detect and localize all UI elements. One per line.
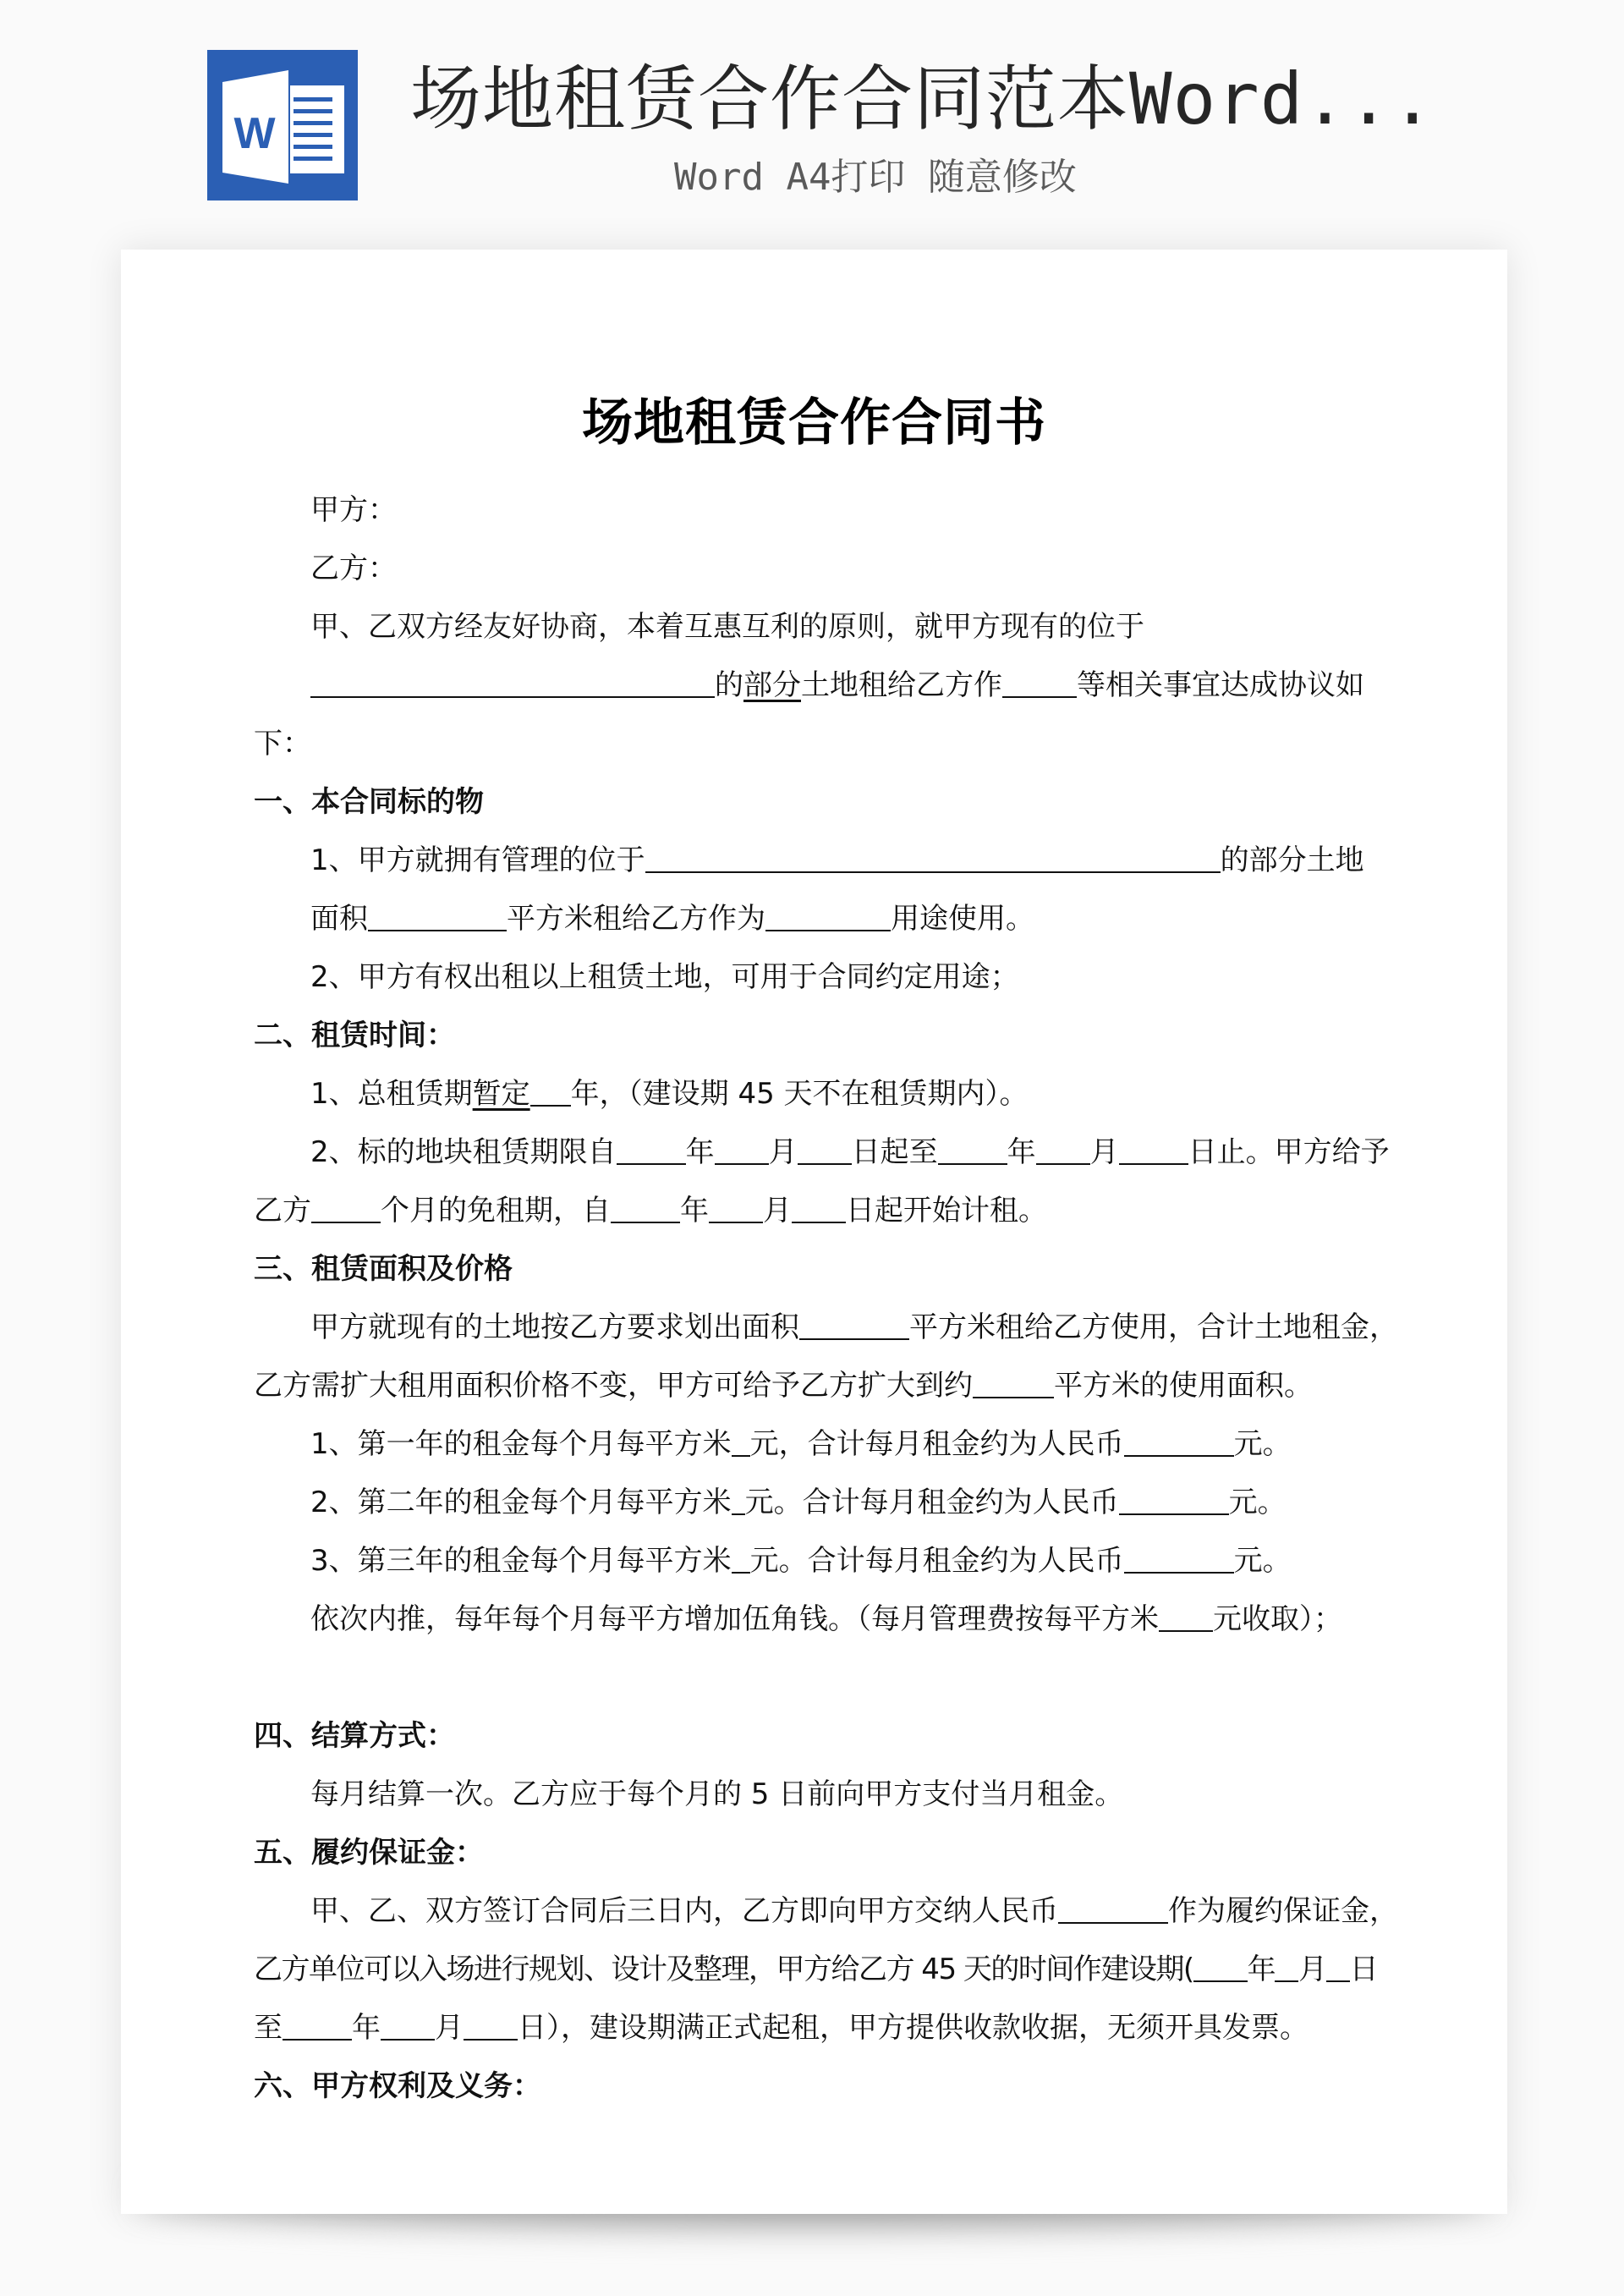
sec2-item2-line2 — [254, 1189, 1047, 1232]
text: 日），建设期满正式起租，甲方提供收款收据，无须开具发票。 — [518, 2011, 1309, 2045]
sec3-para2 — [254, 1365, 1313, 1407]
section-2-heading: 二、租赁时间： — [254, 1019, 455, 1052]
blank-field[interactable] — [732, 1546, 750, 1574]
text: 1、甲方就拥有管理的位于 — [310, 843, 645, 877]
sec5-para2 — [254, 1948, 1377, 1991]
text: 甲方就现有的土地按乙方要求划出面积 — [310, 1310, 799, 1344]
text: 依次内推，每年每个月每平方增加伍角钱。（每月管理费按每平方米 — [310, 1602, 1159, 1636]
underlined-text: 部分 — [743, 668, 801, 702]
banner-title — [410, 52, 1510, 146]
text: 平方米租给乙方作为 — [507, 902, 765, 936]
section-5-heading: 五、履约保证金： — [254, 1836, 484, 1870]
text: 甲、乙、双方签订合同后三日内，乙方即向甲方交纳人民币 — [310, 1894, 1058, 1928]
text: 月 — [1298, 1953, 1326, 1986]
blank-field[interactable] — [645, 846, 1221, 873]
blank-field[interactable] — [611, 1196, 680, 1223]
word-icon-letter: W — [233, 109, 276, 158]
blank-field[interactable] — [1159, 1605, 1213, 1632]
blank-field[interactable] — [732, 1488, 745, 1515]
blank-field[interactable] — [973, 1371, 1054, 1398]
blank-field[interactable] — [464, 2013, 518, 2041]
text: 乙方 — [254, 1194, 311, 1228]
text: 元，合计每月租金约为人民币 — [749, 1427, 1124, 1461]
text: 元。 — [1233, 1544, 1292, 1578]
text: 元。合计每月租金约为人民币 — [749, 1544, 1124, 1578]
text: 年 — [352, 2011, 381, 2045]
blank-field[interactable] — [1124, 1430, 1234, 1457]
blank-field[interactable] — [283, 2013, 352, 2041]
party-a-line: 甲方： — [310, 493, 397, 527]
text: 乙方需扩大租用面积价格不变，甲方可给予乙方扩大到约 — [254, 1369, 973, 1403]
sec2-item1 — [310, 1073, 1029, 1115]
text: 作为履约保证金， — [1168, 1894, 1398, 1928]
text: 2、第二年的租金每个月每平方米 — [310, 1486, 732, 1519]
text: 年 — [1247, 1953, 1276, 1986]
text: 1、总租赁期 — [310, 1077, 473, 1111]
text: 元收取）； — [1213, 1602, 1342, 1636]
sec1-item2: 2、甲方有权出租以上租赁土地，可用于合同约定用途； — [310, 960, 1019, 994]
sec3-year3 — [310, 1540, 1292, 1582]
text: 平方米的使用面积。 — [1054, 1369, 1313, 1403]
underlined-text: 暂定 — [472, 1077, 530, 1111]
text: 月 — [1089, 1135, 1119, 1169]
blank-field[interactable] — [1058, 1897, 1168, 1924]
text: 个月的免租期，自 — [381, 1194, 611, 1228]
text: 的部分土地 — [1220, 843, 1364, 877]
text: 月 — [768, 1135, 798, 1169]
sec3-year2 — [310, 1481, 1287, 1524]
document-title: 场地租赁合作合同书 — [582, 393, 1046, 453]
sec3-year1 — [310, 1423, 1292, 1465]
text: 等相关事宜达成协议如 — [1077, 668, 1364, 702]
text: 元。合计每月租金约为人民币 — [744, 1486, 1119, 1519]
sec3-para1 — [310, 1306, 1398, 1348]
blank-field[interactable] — [792, 1196, 846, 1223]
banner-title-cjk: 场地租赁合作合同范本 — [410, 58, 1130, 140]
text: 元。 — [1233, 1427, 1292, 1461]
intro-line-1: 甲、乙双方经友好协商，本着互惠互利的原则，就甲方现有的位于 — [310, 610, 1144, 644]
blank-field[interactable] — [938, 1138, 1007, 1165]
text: 日起开始计租。 — [846, 1194, 1047, 1228]
section-1-heading: 一、本合同标的物 — [254, 785, 484, 819]
blank-field[interactable] — [798, 1138, 852, 1165]
blank-field[interactable] — [311, 1196, 381, 1223]
blank-field[interactable] — [1326, 1955, 1350, 1982]
blank-field[interactable] — [530, 1079, 571, 1107]
blank-field[interactable] — [1119, 1488, 1229, 1515]
sec1-item1-line1 — [310, 839, 1364, 882]
sec1-item1-line2 — [310, 898, 1034, 940]
text: 面积 — [310, 902, 368, 936]
text: 用途使用。 — [891, 902, 1034, 936]
blank-field[interactable] — [381, 2013, 435, 2041]
text: 日止。甲方给予 — [1188, 1135, 1390, 1169]
text: 平方米租给乙方使用，合计土地租金， — [909, 1310, 1398, 1344]
blank-field[interactable] — [1124, 1546, 1234, 1574]
text: 日起至 — [851, 1135, 938, 1169]
blank-field[interactable] — [1119, 1138, 1188, 1165]
blank-field[interactable] — [709, 1196, 763, 1223]
word-document-icon — [207, 50, 358, 200]
sec4-para1: 每月结算一次。乙方应于每个月的 5 日前向甲方支付当月租金。 — [310, 1777, 1124, 1811]
text: 年 — [1007, 1135, 1036, 1169]
section-3-heading: 三、租赁面积及价格 — [254, 1252, 513, 1286]
text: 2、标的地块租赁期限自 — [310, 1135, 617, 1169]
document-page — [121, 250, 1507, 2214]
text: 年 — [685, 1135, 715, 1169]
section-6-heading: 六、甲方权利及义务： — [254, 2069, 541, 2103]
blank-field[interactable] — [368, 904, 507, 931]
text: 的 — [715, 668, 743, 702]
sec5-para1 — [310, 1890, 1398, 1932]
banner-word-icon — [207, 50, 358, 200]
banner-title-latin: Word... — [1129, 58, 1435, 140]
sec5-para3 — [254, 2007, 1309, 2049]
blank-field[interactable] — [765, 904, 891, 931]
intro-line-2 — [310, 664, 1364, 706]
sec3-para3 — [310, 1598, 1342, 1640]
text: 乙方单位可以入场进行规划、设计及整理，甲方给乙方 45 天的时间作建设期( — [254, 1953, 1193, 1986]
text: 年 — [680, 1194, 709, 1228]
intro-line-3: 下： — [254, 727, 311, 761]
text: 至 — [254, 2011, 283, 2045]
text: 元。 — [1228, 1486, 1287, 1519]
text: 月 — [435, 2011, 464, 2045]
blank-field[interactable] — [617, 1138, 686, 1165]
text: 3、第三年的租金每个月每平方米 — [310, 1544, 732, 1578]
blank-field[interactable] — [1036, 1138, 1090, 1165]
text: 年，（建设期 45 天不在租赁期内）。 — [570, 1077, 1029, 1111]
blank-field[interactable] — [310, 671, 715, 698]
text: 日 — [1349, 1953, 1378, 1986]
banner-subtitle: Word A4打印 随意修改 — [674, 156, 1077, 199]
blank-field[interactable] — [715, 1138, 769, 1165]
blank-field[interactable] — [1002, 671, 1077, 698]
text: 土地租给乙方作 — [801, 668, 1002, 702]
blank-field[interactable] — [799, 1313, 909, 1340]
section-4-heading: 四、结算方式： — [254, 1719, 455, 1753]
sec2-item2-line1 — [310, 1131, 1390, 1173]
blank-field[interactable] — [1275, 1955, 1298, 1982]
text: 1、第一年的租金每个月每平方米 — [310, 1427, 732, 1461]
text: 月 — [763, 1194, 792, 1228]
blank-field[interactable] — [1193, 1955, 1248, 1982]
party-b-line: 乙方： — [310, 552, 397, 585]
blank-field[interactable] — [732, 1430, 750, 1457]
